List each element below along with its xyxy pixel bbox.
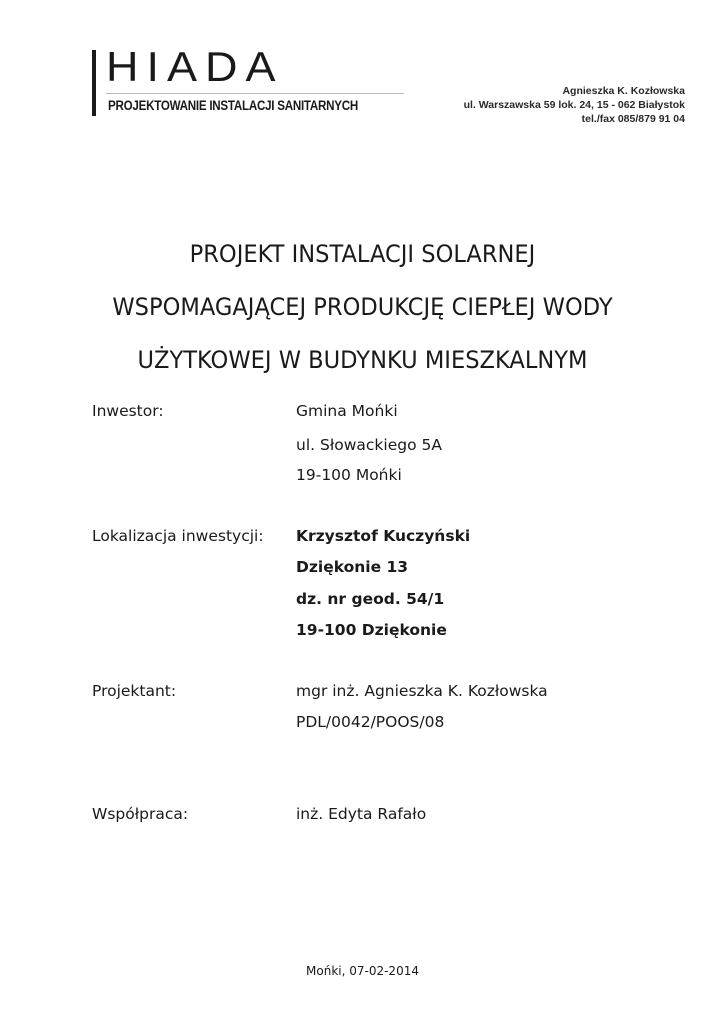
location-address: Dziękonie 13 bbox=[296, 558, 409, 576]
designer-name: mgr inż. Agnieszka K. Kozłowska bbox=[296, 682, 548, 700]
location-label: Lokalizacja inwestycji: bbox=[92, 527, 264, 545]
logo-subtitle: PROJEKTOWANIE INSTALACJI SANITARNYCH bbox=[108, 98, 359, 113]
investor-label: Inwestor: bbox=[92, 402, 164, 420]
logo-title: HIADA bbox=[106, 43, 284, 90]
location-plot: dz. nr geod. 54/1 bbox=[296, 590, 445, 608]
investor-city: 19-100 Mońki bbox=[296, 466, 402, 484]
contact-phone: tel./fax 085/879 91 04 bbox=[581, 113, 685, 125]
place-date: Mońki, 07-02-2014 bbox=[306, 964, 419, 978]
title-line-3: UŻYTKOWEJ W BUDYNKU MIESZKALNYM bbox=[137, 346, 588, 374]
logo-underline bbox=[106, 93, 404, 94]
investor-name: Gmina Mońki bbox=[296, 402, 398, 420]
contact-name: Agnieszka K. Kozłowska bbox=[562, 85, 685, 97]
location-owner: Krzysztof Kuczyński bbox=[296, 527, 471, 545]
company-logo bbox=[92, 43, 412, 120]
logo-vertical-bar bbox=[92, 50, 96, 116]
cooperation-name: inż. Edyta Rafało bbox=[296, 805, 427, 823]
location-postcode: 19-100 Dziękonie bbox=[296, 621, 447, 639]
designer-label: Projektant: bbox=[92, 682, 177, 700]
investor-street: ul. Słowackiego 5A bbox=[296, 436, 442, 454]
title-line-1: PROJEKT INSTALACJI SOLARNEJ bbox=[189, 240, 536, 268]
cooperation-label: Współpraca: bbox=[92, 805, 189, 823]
designer-license: PDL/0042/POOS/08 bbox=[296, 713, 445, 731]
document-title bbox=[0, 228, 725, 387]
contact-address: ul. Warszawska 59 lok. 24, 15 - 062 Białystok bbox=[463, 99, 685, 111]
title-line-2: WSPOMAGAJĄCEJ PRODUKCJĘ CIEPŁEJ WODY bbox=[112, 293, 613, 321]
contact-block bbox=[464, 84, 685, 126]
